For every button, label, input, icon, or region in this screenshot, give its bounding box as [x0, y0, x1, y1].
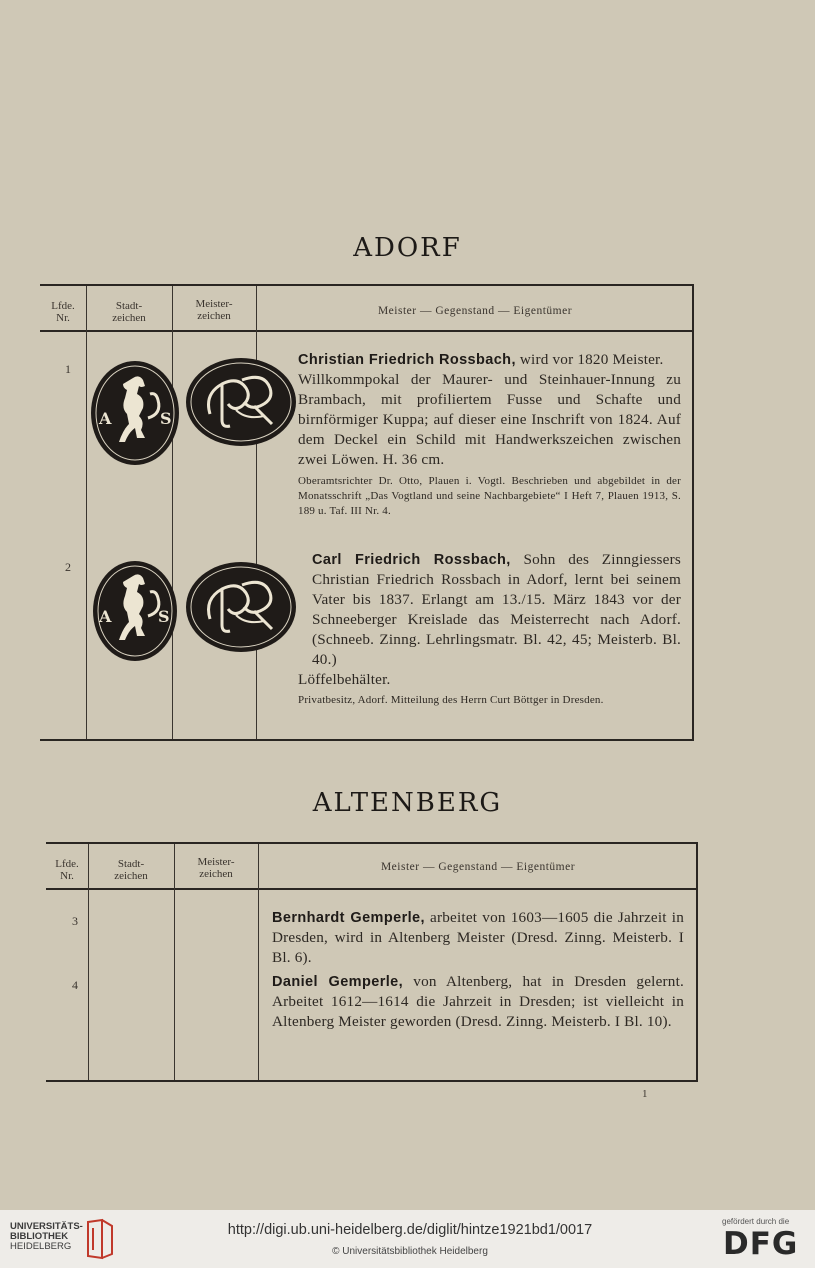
stadtzeichen-letter-a: A — [99, 607, 112, 626]
entry-text: wird vor 1820 Meister. — [515, 351, 664, 368]
stadtzeichen-letter-a: A — [99, 409, 112, 428]
header-main: Meister — Gegenstand — Eigentümer — [380, 861, 576, 873]
entry-owner-note: Oberamtsrichter Dr. Otto, Plauen i. Vogtl. Beschrieben und abgebildet in der Monatsschrift „Das Vogtland und seine Nachbargebiete“ I Heft 7, Plauen 1913, S. 189 u. Taf. III Nr. 4. — [298, 475, 681, 517]
section-title-altenberg: ALTENBERG — [312, 788, 503, 818]
column-divider — [174, 844, 175, 1080]
header-stadtzeichen: Stadt- zeichen — [114, 858, 148, 882]
viewer-footer — [0, 1210, 815, 1268]
table-altenberg — [46, 842, 698, 1082]
entry-text: Sohn des Zinngiessers Christian Friedrich Rossbach in Adorf, lernt bei seinem Vater bis 1837. Erlangt am 13./15. März 1843 vor der Schneeberger Kreislade das Meisterrecht nach Adorf. (Schneeb. Zinng. Lehrlingsmatr. Bl. 42, 45; Meisterb. Bl. 40.) — [312, 551, 681, 668]
header-main: Meister — Gegenstand — Eigentümer — [377, 305, 573, 317]
entry-text: arbeitet von 1603—1605 die Jahrzeit in Dresden, wird in Altenberg Meister (Dresd. Zinng. Meisterb. I Bl. 6). — [272, 909, 684, 966]
header-nr: Lfde. Nr. — [55, 858, 79, 882]
column-divider — [88, 844, 89, 1080]
table-adorf — [40, 284, 694, 741]
column-divider — [258, 844, 259, 1080]
meisterzeichen-monogram-stamp — [184, 356, 298, 448]
funding-label: gefördert durch die — [722, 1217, 790, 1226]
master-name: Carl Friedrich Rossbach, — [312, 552, 511, 568]
section-title-adorf: ADORF — [353, 233, 462, 263]
entry-1-text — [298, 350, 681, 519]
stadtzeichen-lion-stamp — [90, 558, 180, 664]
column-divider — [172, 286, 173, 739]
library-logo-text: UNIVERSITÄTS- BIBLIOTHEK HEIDELBERG — [10, 1221, 83, 1252]
column-divider — [256, 286, 257, 739]
entry-object-description: Löffelbehälter. — [298, 671, 391, 688]
entry-text: von Altenberg, hat in Dresden gelernt. Arbeitet 1612—1614 die Jahrzeit in Dresden; ist vielleicht in Altenberg Meister geworden (Dresd. Zinng. Meisterb. I Bl. 10). — [272, 973, 684, 1030]
header-stadtzeichen: Stadt- zeichen — [112, 300, 146, 324]
entry-4-text — [272, 972, 684, 1032]
library-emblem-icon[interactable] — [84, 1218, 114, 1260]
stadtzeichen-lion-stamp — [88, 358, 182, 468]
entry-2-text — [298, 550, 681, 708]
dfg-logo[interactable]: DFG — [723, 1226, 799, 1262]
stadtzeichen-letter-s: S — [158, 607, 170, 626]
master-name: Daniel Gemperle, — [272, 974, 404, 990]
entry-number: 1 — [65, 362, 71, 376]
column-divider — [86, 286, 87, 739]
table-header — [46, 844, 698, 890]
entry-owner-note: Privatbesitz, Adorf. Mitteilung des Herrn Curt Böttger in Dresden. — [298, 694, 604, 706]
meisterzeichen-monogram-stamp — [184, 560, 298, 654]
table-header — [40, 286, 694, 332]
master-name: Christian Friedrich Rossbach, — [298, 352, 516, 368]
page-number: 1 — [642, 1088, 648, 1100]
entry-3-text — [272, 908, 684, 968]
entry-number: 3 — [72, 914, 78, 928]
header-nr: Lfde. Nr. — [51, 300, 75, 324]
document-url-link[interactable]: http://digi.ub.uni-heidelberg.de/diglit/hintze1921bd1/0017 — [227, 1222, 593, 1238]
master-name: Bernhardt Gemperle, — [272, 910, 425, 926]
table-right-border — [696, 844, 698, 1080]
header-meisterzeichen: Meister- zeichen — [195, 298, 233, 322]
table-right-border — [692, 286, 694, 739]
copyright-text: © Universitätsbibliothek Heidelberg — [332, 1246, 488, 1257]
stadtzeichen-letter-s: S — [160, 409, 172, 428]
header-meisterzeichen: Meister- zeichen — [197, 856, 235, 880]
entry-number: 4 — [72, 978, 78, 992]
entry-number: 2 — [65, 560, 71, 574]
entry-object-description: Willkommpokal der Maurer- und Steinhauer-Innung zu Brambach, mit profiliertem Fusse und Schafte und birnförmiger Kuppa; auf dieser eine Inschrift von 1824. Auf dem Deckel ein Schild mit Handwerkszeichen zwischen zwei Löwen. H. 36 cm. — [298, 371, 681, 468]
